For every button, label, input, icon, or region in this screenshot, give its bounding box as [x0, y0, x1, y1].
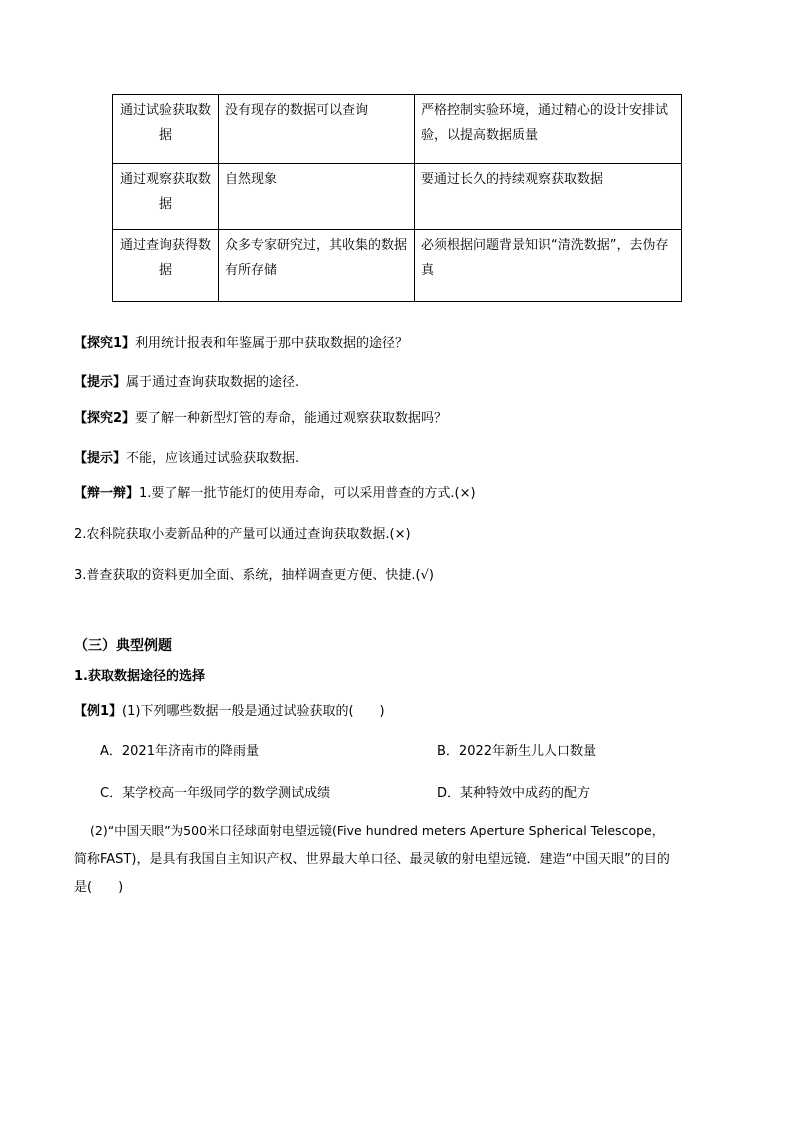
scope-cell: 众多专家研究过，其收集的数据有所存储	[219, 230, 415, 302]
option-a: A．2021年济南市的降雨量	[100, 744, 259, 759]
explore-1-tag: 【探究1】	[74, 336, 136, 351]
example-1-q2-line-2: 简称FAST)，是具有我国自主知识产权、世界最大单口径、最灵敏的射电望远镜．建造“中国天眼”的目的	[74, 852, 670, 867]
explore-2-text: 要了解一种新型灯管的寿命，能通过观察获取数据吗？	[135, 411, 448, 426]
debate-item-1-text: 1.要了解一批节能灯的使用寿命，可以采用普查的方式.(×)	[139, 486, 476, 501]
note-cell: 必须根据问题背景知识“清洗数据”，去伪存真	[415, 230, 682, 302]
debate-tag: 【辩一辩】	[74, 486, 140, 501]
table-row	[113, 95, 682, 164]
debate-item-1	[74, 482, 476, 501]
table-row	[113, 164, 682, 230]
note-cell: 严格控制实验环境，通过精心的设计安排试验，以提高数据质量	[415, 95, 682, 164]
example-1-q2-line-3: 是( )	[74, 880, 124, 895]
hint-2-text: 不能，应该通过试验获取数据.	[126, 451, 300, 466]
option-b: B．2022年新生儿人口数量	[437, 744, 597, 759]
note-cell: 要通过长久的持续观察获取数据	[415, 164, 682, 230]
table-row	[113, 230, 682, 302]
hint-1-tag: 【提示】	[74, 375, 127, 390]
hint-1	[74, 371, 299, 390]
explore-1	[74, 332, 408, 351]
section-title: （三）典型例题	[74, 638, 172, 654]
method-cell: 通过查询获得数据	[113, 230, 219, 302]
option-c: C．某学校高一年级同学的数学测试成绩	[100, 786, 331, 801]
debate-item-3: 3.普查获取的资料更加全面、系统，抽样调查更方便、快捷.(√)	[74, 568, 434, 583]
scope-cell: 自然现象	[219, 164, 415, 230]
scope-cell: 没有现存的数据可以查询	[219, 95, 415, 164]
hint-1-text: 属于通过查询获取数据的途径.	[126, 375, 300, 390]
debate-item-2: 2.农科院获取小麦新品种的产量可以通过查询获取数据.(×)	[74, 527, 411, 542]
hint-2-tag: 【提示】	[74, 451, 127, 466]
data-acquisition-table	[112, 94, 682, 302]
explore-2	[74, 407, 447, 426]
subsection-title: 1.获取数据途径的选择	[74, 669, 205, 684]
method-cell: 通过试验获取数据	[113, 95, 219, 164]
explore-2-tag: 【探究2】	[74, 411, 136, 426]
example-1-question-1	[74, 700, 385, 719]
hint-2	[74, 447, 299, 466]
example-1-q1-text: (1)下列哪些数据一般是通过试验获取的( )	[122, 704, 385, 719]
option-d: D．某种特效中成药的配方	[437, 786, 591, 801]
example-1-q2-line-1: (2)“中国天眼”为500米口径球面射电望远镜(Five hundred meters Aperture Spherical Telescope，	[90, 823, 665, 838]
method-cell: 通过观察获取数据	[113, 164, 219, 230]
example-1-tag: 【例1】	[74, 704, 123, 719]
explore-1-text: 利用统计报表和年鉴属于那中获取数据的途径？	[135, 336, 409, 351]
